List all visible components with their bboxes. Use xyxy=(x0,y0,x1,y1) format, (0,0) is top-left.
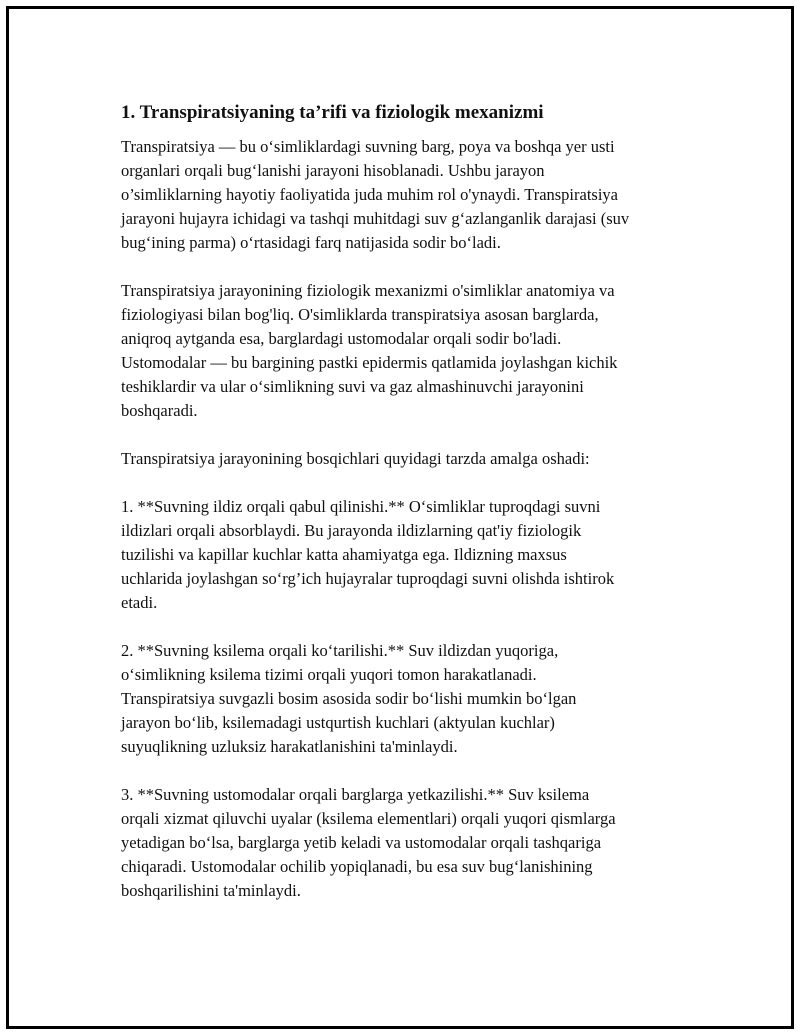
text-line: Transpiratsiya jarayonining fiziologik mexanizmi o'simliklar anatomiya va xyxy=(121,281,615,300)
text-line: suyuqlikning uzluksiz harakatlanishini ta'minlaydi. xyxy=(121,737,458,756)
text-line: fiziologiyasi bilan bog'liq. O'simliklarda transpiratsiya asosan barglarda, xyxy=(121,305,599,324)
text-line: Transpiratsiya — bu o‘simliklardagi suvning barg, poya va boshqa yer usti xyxy=(121,137,615,156)
text-line: organlari orqali bug‘lanishi jarayoni hisoblanadi. Ushbu jarayon xyxy=(121,161,545,180)
paragraph-mechanism xyxy=(121,279,691,423)
text-line: jarayoni hujayra ichidagi va tashqi muhitdagi suv g‘azlanganlik darajasi (suv xyxy=(121,209,630,228)
text-line: 3. **Suvning ustomodalar orqali barglarga yetkazilishi.** Suv ksilema xyxy=(121,785,590,804)
text-line: jarayon bo‘lib, ksilemadagi ustqurtish kuchlari (aktyulan kuchlar) xyxy=(121,713,555,732)
text-line: boshqarilishini ta'minlaydi. xyxy=(121,881,301,900)
paragraph-definition xyxy=(121,135,691,255)
text-line: aniqroq aytganda esa, barglardagi ustomodalar orqali sodir bo'ladi. xyxy=(121,329,562,348)
document-title: 1. Transpiratsiyaning ta’rifi va fiziologik mexanizmi xyxy=(121,102,544,123)
text-line: ildizlari orqali absorblaydi. Bu jarayonda ildizlarning qat'iy fiziologik xyxy=(121,521,582,540)
text-line: 2. **Suvning ksilema orqali ko‘tarilishi.** Suv ildizdan yuqoriga, xyxy=(121,641,559,660)
paragraph-stages-intro xyxy=(121,447,691,471)
page-frame xyxy=(6,6,794,1029)
text-line: boshqaradi. xyxy=(121,401,198,420)
paragraph-stage-1 xyxy=(121,495,691,615)
text-line: Transpiratsiya jarayonining bosqichlari quyidagi tarzda amalga oshadi: xyxy=(121,449,590,468)
text-line: o‘simlikning ksilema tizimi orqali yuqori tomon harakatlanadi. xyxy=(121,665,537,684)
text-line: yetadigan bo‘lsa, barglarga yetib keladi va ustomodalar orqali tashqariga xyxy=(121,833,602,852)
paragraph-stage-3 xyxy=(121,783,691,903)
document-body xyxy=(121,101,691,927)
text-line: Transpiratsiya suvgazli bosim asosida sodir bo‘lishi mumkin bo‘lgan xyxy=(121,689,577,708)
text-line: teshiklardir va ular o‘simlikning suvi va gaz almashinuvchi jarayonini xyxy=(121,377,584,396)
text-line: bug‘ining parma) o‘rtasidagi farq natijasida sodir bo‘ladi. xyxy=(121,233,501,252)
text-line: etadi. xyxy=(121,593,158,612)
text-line: orqali xizmat qiluvchi uyalar (ksilema elementlari) orqali yuqori qismlarga xyxy=(121,809,616,828)
text-line: tuzilishi va kapillar kuchlar katta ahamiyatga ega. Ildizning maxsus xyxy=(121,545,567,564)
text-line: uchlarida joylashgan so‘rg’ich hujayralar tuproqdagi suvni olishda ishtirok xyxy=(121,569,615,588)
text-line: 1. **Suvning ildiz orqali qabul qilinishi.** O‘simliklar tuproqdagi suvni xyxy=(121,497,601,516)
text-line: o’simliklarning hayotiy faoliyatida juda muhim rol o'ynaydi. Transpiratsiya xyxy=(121,185,618,204)
text-line: Ustomodalar — bu bargining pastki epidermis qatlamida joylashgan kichik xyxy=(121,353,618,372)
paragraph-stage-2 xyxy=(121,639,691,759)
text-line: chiqaradi. Ustomodalar ochilib yopiqlanadi, bu esa suv bug‘lanishining xyxy=(121,857,593,876)
